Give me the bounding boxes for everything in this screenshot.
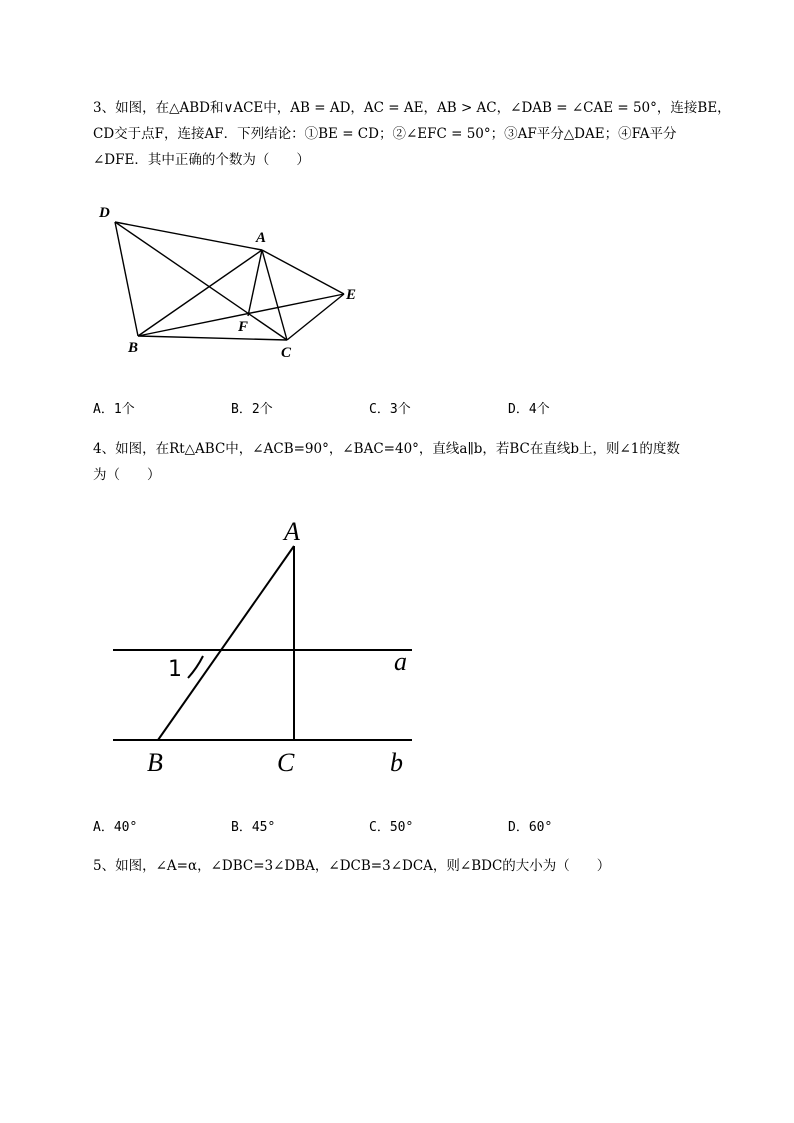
q4-label-angle-1: 1 — [168, 657, 182, 682]
question-5-line-1: 5、如图，∠A=α，∠DBC=3∠DBA，∠DCB=3∠DCA，则∠BDC的大小为（ ） — [93, 858, 611, 874]
q3-option-c[interactable]: C．3个 — [369, 402, 411, 417]
question-4-figure-lines — [113, 546, 412, 740]
q4-label-B: B — [147, 748, 163, 777]
question-5-text — [93, 853, 753, 879]
q3-label-B: B — [128, 340, 139, 356]
question-4-line-1: 4、如图，在Rt△ABC中，∠ACB=90°，∠BAC=40°，直线a∥b，若BC在直线b上，则∠1的度数 — [93, 441, 680, 457]
q4-label-line-a: a — [394, 647, 407, 676]
q3-label-F: F — [238, 319, 249, 335]
q3-option-b[interactable]: B．2个 — [231, 402, 273, 417]
question-3-line-3: ∠DFE．其中正确的个数为（ ） — [93, 152, 310, 168]
q4-option-b[interactable]: B．45° — [231, 820, 276, 835]
q4-option-a[interactable]: A．40° — [93, 820, 138, 835]
question-4-line-2: 为（ ） — [93, 467, 161, 483]
question-3-line-1: 3、如图，在△ABD和∨ACE中，AB = AD，AC = AE，AB > AC，∠DAB = ∠CAE = 50°，连接BE， — [93, 100, 731, 116]
q4-label-A: A — [284, 517, 300, 546]
q3-label-D: D — [99, 205, 110, 221]
q4-label-line-b: b — [390, 748, 403, 777]
q3-label-E: E — [346, 287, 357, 303]
q4-label-C: C — [277, 748, 295, 777]
q3-label-A: A — [256, 230, 267, 246]
question-3-line-2: CD交于点F，连接AF．下列结论：①BE = CD；②∠EFC = 50°；③AF平分△DAE；④FA平分 — [93, 126, 677, 142]
q4-option-d[interactable]: D．60° — [508, 820, 553, 835]
q4-option-c[interactable]: C．50° — [369, 820, 414, 835]
q3-option-d[interactable]: D．4个 — [508, 402, 550, 417]
q3-option-a[interactable]: A．1个 — [93, 402, 135, 417]
q3-label-C: C — [281, 345, 292, 361]
